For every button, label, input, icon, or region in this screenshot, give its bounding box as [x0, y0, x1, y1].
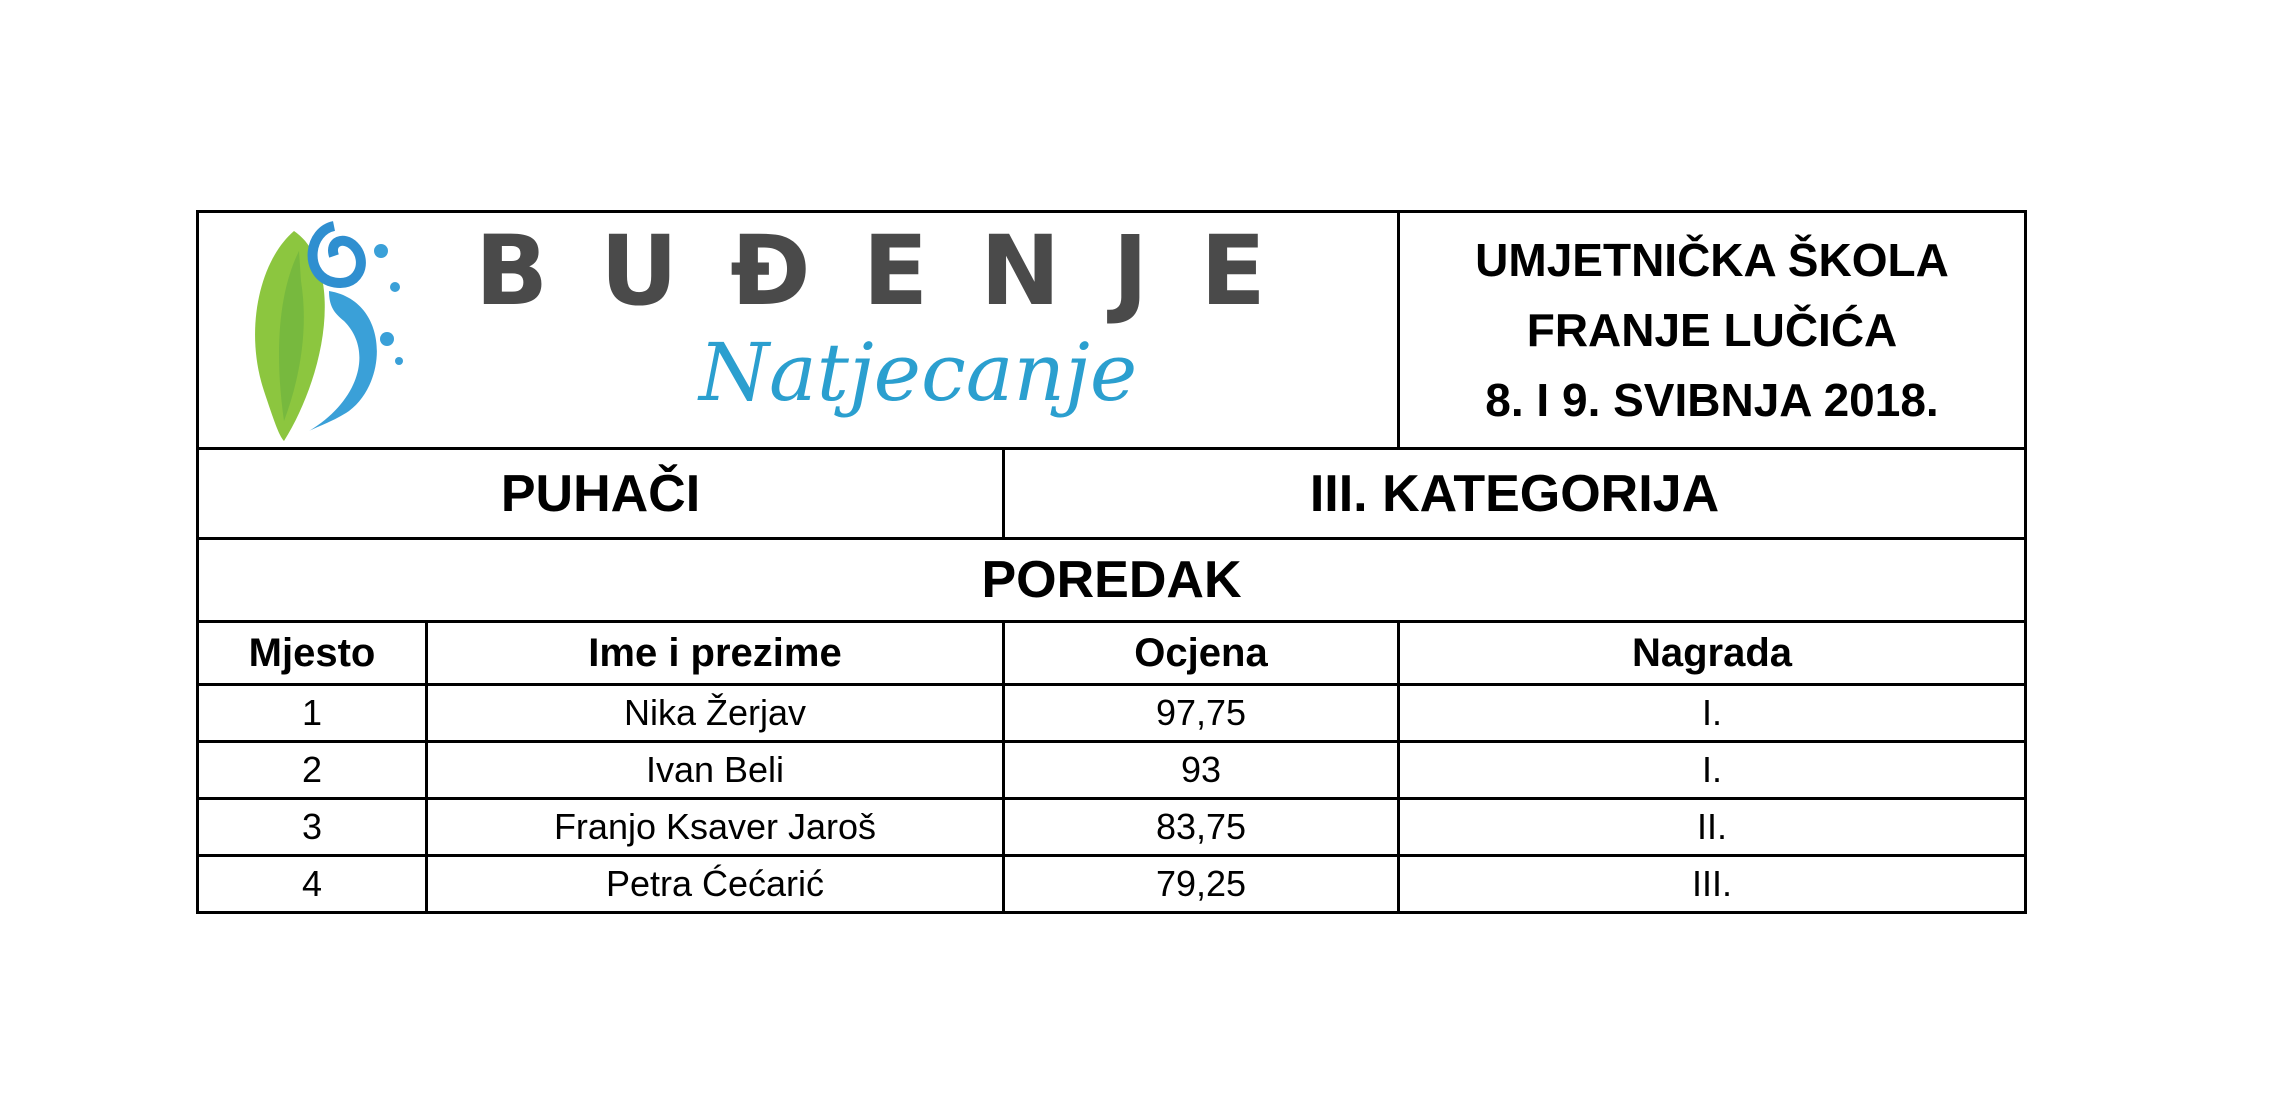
- results-sheet: [196, 210, 2024, 914]
- category-label: III. KATEGORIJA: [1004, 449, 2026, 539]
- cell-award: II.: [1399, 799, 2026, 856]
- table-row: [198, 799, 2026, 856]
- cell-place: 4: [198, 856, 427, 913]
- category-row: [198, 449, 2026, 539]
- cell-score: 83,75: [1004, 799, 1399, 856]
- school-name-line2: FRANJE LUČIĆA: [1526, 304, 1898, 356]
- column-header-row: [198, 622, 2026, 685]
- ranking-title: POREDAK: [198, 539, 2026, 622]
- table-row: [198, 685, 2026, 742]
- cell-name: Franjo Ksaver Jaroš: [427, 799, 1004, 856]
- school-name-line1: UMJETNIČKA ŠKOLA: [1475, 234, 1949, 286]
- brand-subtitle: Natjecanje: [699, 326, 1138, 419]
- cell-score: 79,25: [1004, 856, 1399, 913]
- title-row: [198, 539, 2026, 622]
- event-dates: 8. I 9. SVIBNJA 2018.: [1485, 374, 1939, 426]
- cell-name: Petra Ćećarić: [427, 856, 1004, 913]
- cell-award: III.: [1399, 856, 2026, 913]
- cell-score: 93: [1004, 742, 1399, 799]
- header-score: Ocjena: [1004, 622, 1399, 685]
- header-row: [198, 212, 2026, 449]
- cell-award: I.: [1399, 742, 2026, 799]
- header-award: Nagrada: [1399, 622, 2026, 685]
- cell-award: I.: [1399, 685, 2026, 742]
- cell-name: Ivan Beli: [427, 742, 1004, 799]
- musical-clef-logo-icon: [239, 221, 419, 443]
- brand-wordmark: BUĐENJE: [475, 215, 1318, 327]
- header-place: Mjesto: [198, 622, 427, 685]
- table-row: [198, 856, 2026, 913]
- logo-cell: [198, 212, 1399, 449]
- cell-score: 97,75: [1004, 685, 1399, 742]
- cell-place: 2: [198, 742, 427, 799]
- header-name: Ime i prezime: [427, 622, 1004, 685]
- table-row: [198, 742, 2026, 799]
- cell-place: 3: [198, 799, 427, 856]
- competition-logo: [199, 213, 1397, 447]
- results-table: [196, 210, 2027, 914]
- cell-place: 1: [198, 685, 427, 742]
- group-label: PUHAČI: [198, 449, 1004, 539]
- school-info-cell: [1399, 212, 2026, 449]
- cell-name: Nika Žerjav: [427, 685, 1004, 742]
